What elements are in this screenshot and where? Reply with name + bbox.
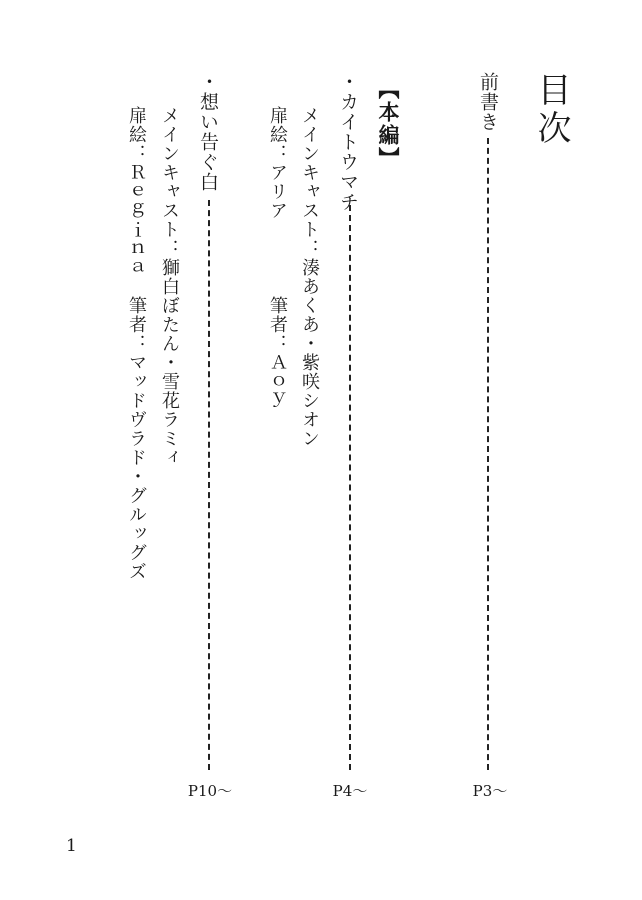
preface-label: 前書き [477, 72, 499, 132]
preface-page-number: P3～ [472, 782, 508, 800]
preface-leader-line [487, 138, 489, 770]
entry-1-page-number: P4～ [332, 782, 368, 800]
entry-2-cast: メインキャスト：獅白ぼたん・雪花ラミィ [159, 106, 180, 467]
section-close-bracket: 】 [376, 147, 401, 170]
entry-2-illustrator: 扉絵：Ｒｅｇｉｎａ [126, 106, 147, 277]
entry-1-illustrator: 扉絵：アリア [267, 106, 288, 220]
entry-1-title: ・カイトウマチ [337, 72, 359, 212]
entry-1-author: 筆者：Ａｏｙ [267, 296, 288, 410]
section-open-bracket: 【 [376, 78, 401, 101]
entry-2-page-number: P10～ [187, 782, 233, 800]
entry-2-author: 筆者：マッドヴラド・グルッグズ [126, 296, 147, 581]
entry-2-leader-line [208, 200, 210, 770]
page-number-folio: 1 [66, 836, 77, 856]
entry-2-title: ・想い告ぐ白 [197, 72, 219, 192]
entry-1-cast: メインキャスト：湊あくあ・紫咲シオン [299, 106, 320, 448]
entry-1-leader-line [349, 205, 351, 770]
toc-title: 目次 [531, 72, 571, 148]
main-section-heading [378, 78, 399, 170]
section-label: 本編 [376, 101, 401, 147]
